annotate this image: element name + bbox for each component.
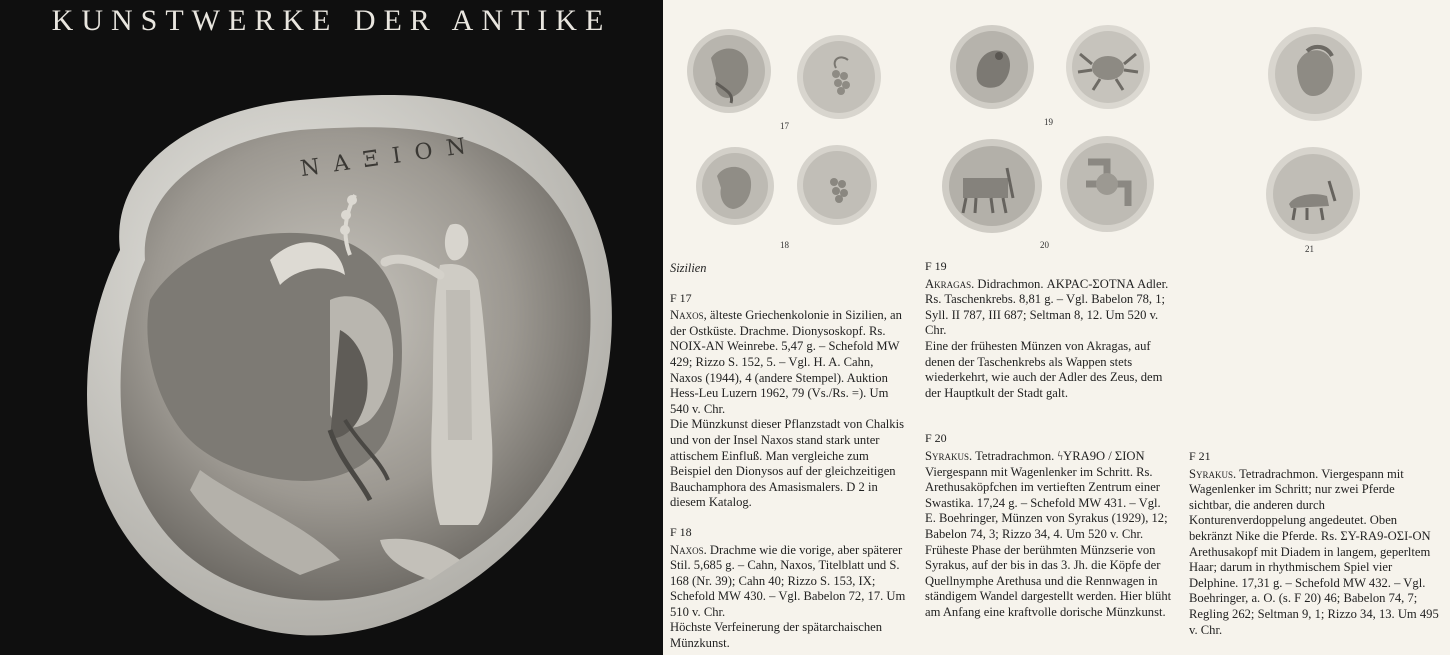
entry-f20-number: F 20 xyxy=(925,431,947,446)
cover-coin-legend: ΝΑΞΙΟΝ xyxy=(298,132,482,183)
coin-18-obverse xyxy=(695,146,775,226)
entry-f21-number: F 21 xyxy=(1189,449,1211,463)
cover-coin-image xyxy=(0,0,663,655)
entry-f19-note: Eine der frühesten Münzen von Akragas, auf denen der Taschenkrebs als Wappen stets wiederkehrt, wie auch der Adler des Zeus, dem der Hauptkult der Stadt galt. xyxy=(925,338,1163,400)
coin-17-reverse xyxy=(796,34,882,120)
entry-f21-text xyxy=(1189,467,1439,639)
entry-f20-text xyxy=(925,449,1173,543)
plate-number-21: 21 xyxy=(1305,244,1314,254)
entry-f18-text xyxy=(670,543,908,621)
entry-f17-note: Die Münzkunst dieser Pflanzstadt von Chalkis und von der Insel Naxos stand stark unter attischem Einfluß. Man vergleiche zum Beispiel den Dionysos auf der gleichzeitigen Bauchamphora des Amasismalers. D 2 in diesem Katalog. xyxy=(670,417,904,510)
entry-f17-place: Naxos xyxy=(670,308,704,323)
text-column-1 xyxy=(670,261,908,652)
plate-number-19: 19 xyxy=(1044,117,1053,127)
coin-17-obverse xyxy=(686,28,772,114)
entry-f18-place: Naxos xyxy=(670,542,704,557)
section-heading: Sizilien xyxy=(670,261,707,275)
plate-number-18: 18 xyxy=(780,240,789,250)
entry-f20-note: Früheste Phase der berühmten Münzserie von Syrakus, auf der bis in das 3. Jh. die Köpfe der Quellnymphe Arethusa und die Rennwagen in ständigem Wandel dargestellt werden. Hier blüht am Anfang eine kraftvolle dorische Münzkunst. xyxy=(925,542,1172,619)
coin-19-obverse xyxy=(949,24,1035,110)
coin-20-reverse xyxy=(1058,134,1156,234)
entry-f18-number: F 18 xyxy=(670,524,692,539)
catalogue-page xyxy=(663,0,1450,655)
entry-f20-place: Syrakus xyxy=(925,448,970,463)
coin-19-reverse xyxy=(1065,24,1151,110)
entry-f17-number: F 17 xyxy=(670,290,692,305)
entry-f19-place: Akragas xyxy=(925,276,972,291)
coin-21-obverse xyxy=(1267,26,1363,122)
entry-f19-body: . Didrachmon. ΑΚΡΑϹ-ΣΟΤΝΑ Adler. Rs. Taschenkrebs. 8,81 g. – Vgl. Babelon 78, 1; Syll. II 787, III 687; Seltman 8, 12. Um 520 v. Chr. xyxy=(925,276,1169,338)
entry-f18-note: Höchste Verfeinerung der spätarchaischen Münzkunst. xyxy=(670,620,883,651)
entry-f21-place: Syrakus xyxy=(1189,466,1234,481)
entry-f20-body: . Tetradrachmon. ϟΥRΑ9Ο / ΣΙΟΝ Viergespann mit Wagenlenker im Schritt. Rs. Arethusaköpfchen im vertieften Zentrum einer Swastika. 17,24 g. – Schefold MW 431. – Vgl. E. Boehringer, Münzen von Syrakus (1929), 12; Babelon 74, 3; Rizzo 34, 4. Um 520 v. Chr. xyxy=(925,448,1168,541)
entry-f21-body: . Tetradrachmon. Viergespann mit Wagenlenker im Schritt; nur zwei Pferde sichtbar, die anderen durch Konturenverdoppelung angedeutet. Oben bekränzt Nike die Pferde. Rs. ΣΥ-RΑ9-ΟΣΙ-ΟΝ Arethusakopf mit Diadem in langem, geperltem Haar; darum in rhythmischem Spiel vier Delphine. 17,31 g. – Schefold MW 432. – Vgl. Boehringer, a. O. (s. F 20) 46; Babelon 74, 7; Regling 262; Seltman 9, 1; Rizzo 34, 13. Um 495 v. Chr. xyxy=(1189,466,1439,637)
text-column-3 xyxy=(1189,449,1439,638)
coin-21-reverse xyxy=(1265,146,1361,242)
entry-f19-text xyxy=(925,277,1173,339)
cover-page xyxy=(0,0,663,655)
entry-f17-body: , älteste Griechenkolonie in Sizilien, an der Ostküste. Drachme. Dionysoskopf. Rs. ΝΟΙΧ-ΑΝ Weinrebe. 5,47 g. – Schefold MW 429; Rizzo S. 152, 5. – Vgl. H. A. Cahn, Naxos (1944), 4 (andere Stempel). Auktion Hess-Leu Luzern 1962, 79 (Vs./Rs. =). Um 540 v. Chr. xyxy=(670,308,902,416)
coin-18-reverse xyxy=(796,144,878,226)
plate-number-20: 20 xyxy=(1040,240,1049,250)
cover-title: KUNSTWERKE DER ANTIKE xyxy=(51,4,612,37)
entry-f19-number: F 19 xyxy=(925,259,947,273)
plate-number-17: 17 xyxy=(780,121,789,131)
entry-f18-body: . Drachme wie die vorige, aber späterer Stil. 5,685 g. – Cahn, Naxos, Titelblatt und S. 168 (Nr. 39); Cahn 40; Rizzo S. 153, IX; Schefold MW 430. – Vgl. Babelon 72, 17. Um 510 v. Chr. xyxy=(670,542,906,619)
coin-20-obverse xyxy=(941,138,1043,234)
text-column-2 xyxy=(925,259,1173,620)
entry-f17-text xyxy=(670,308,908,417)
